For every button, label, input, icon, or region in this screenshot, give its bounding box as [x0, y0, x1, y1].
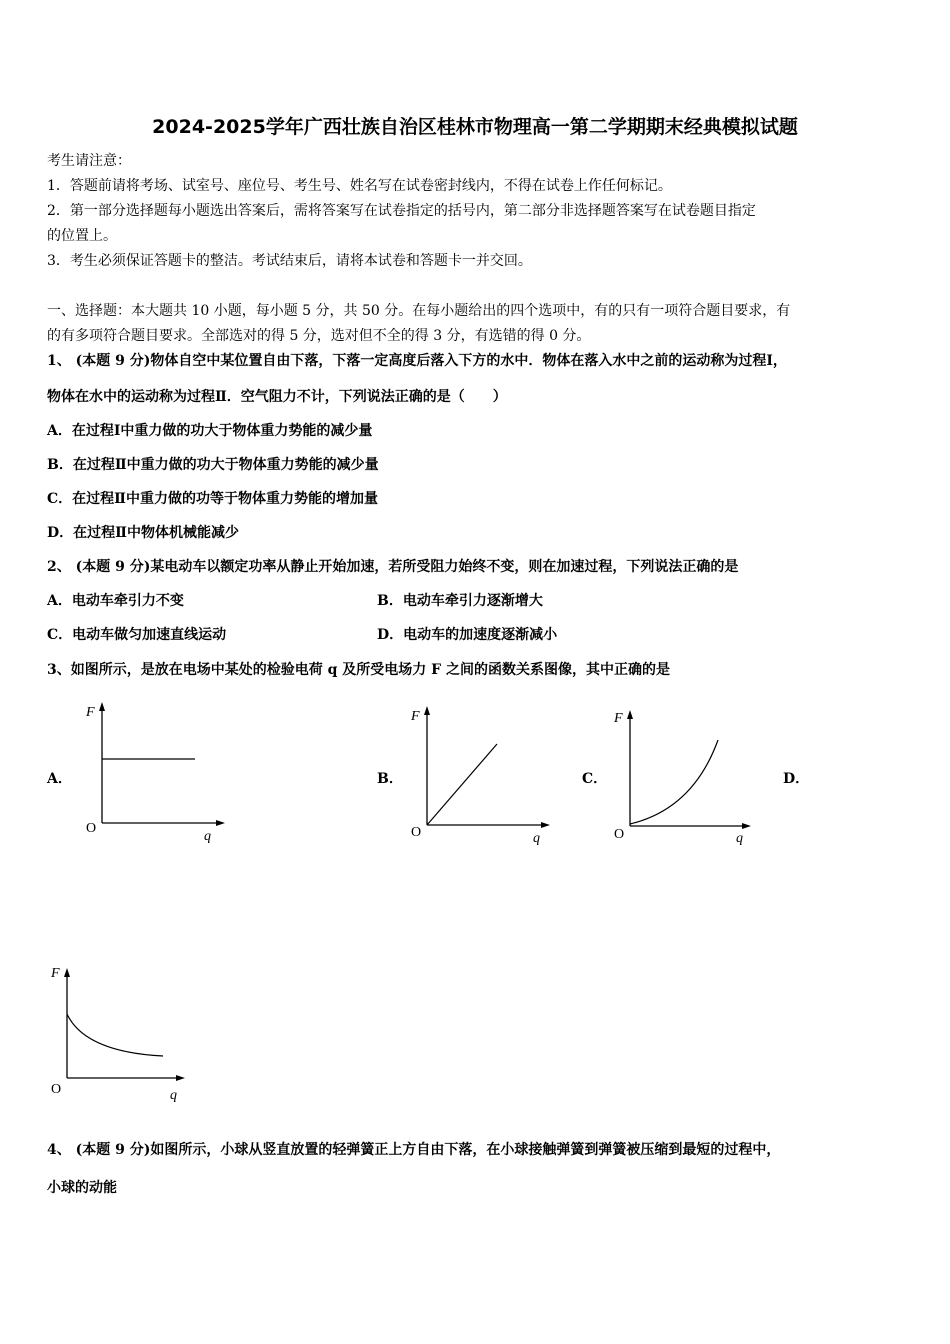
origin-label: O	[614, 827, 625, 842]
y-axis-label: F	[411, 709, 420, 724]
q2-option-d: D．电动车的加速度逐渐减小	[377, 627, 558, 643]
q2-option-a: A．电动车牵引力不变	[47, 593, 184, 609]
x-axis-label: q	[736, 831, 743, 846]
q3-option-b-label: B．	[377, 771, 403, 787]
q4-stem-line2: 小球的动能	[47, 1180, 117, 1196]
graph-curve	[67, 1014, 163, 1056]
q3-graph-a	[80, 698, 230, 848]
notice-item-1: 1．答题前请将考场、试室号、座位号、考生号、姓名写在试卷密封线内，不得在试卷上作任何标记。	[47, 178, 672, 194]
notice-item-2-cont: 的位置上。	[47, 228, 117, 244]
q1-option-b: B．在过程Ⅱ中重力做的功大于物体重力势能的减少量	[47, 457, 379, 473]
q3-graph-b	[405, 700, 555, 850]
q1-stem-line2: 物体在水中的运动称为过程Ⅱ．空气阻力不计，下列说法正确的是（ ）	[47, 389, 507, 405]
q3-graph-d	[45, 962, 195, 1112]
q2-option-b: B．电动车牵引力逐渐增大	[377, 593, 543, 609]
origin-label: O	[411, 825, 422, 840]
origin-label: O	[51, 1082, 62, 1097]
origin-label: O	[86, 821, 97, 836]
y-axis-arrow-icon	[627, 710, 633, 719]
x-axis-label: q	[533, 831, 540, 846]
q1-stem-line1: 1、 (本题 9 分)物体自空中某位置自由下落，下落一定高度后落入下方的水中．物体在落入水中之前的运动称为过程Ⅰ，	[47, 353, 787, 369]
q1-option-d: D．在过程Ⅱ中物体机械能减少	[47, 525, 239, 541]
q3-option-c-label: C．	[582, 771, 608, 787]
y-axis-arrow-icon	[64, 968, 70, 977]
graph-curve	[427, 744, 497, 825]
y-axis-arrow-icon	[424, 706, 430, 715]
x-axis-label: q	[204, 829, 211, 844]
page-title: 2024-2025学年广西壮族自治区桂林市物理高一第二学期期末经典模拟试题	[152, 116, 798, 138]
q3-graph-c	[608, 704, 758, 854]
x-axis-arrow-icon	[176, 1075, 185, 1081]
q2-stem: 2、 (本题 9 分)某电动车以额定功率从静止开始加速，若所受阻力始终不变，则在加速过程，下列说法正确的是	[47, 559, 739, 575]
x-axis-arrow-icon	[541, 822, 550, 828]
x-axis-arrow-icon	[742, 823, 751, 829]
x-axis-arrow-icon	[216, 820, 225, 826]
q1-option-a: A．在过程Ⅰ中重力做的功大于物体重力势能的减少量	[47, 423, 373, 439]
y-axis-label: F	[86, 705, 95, 720]
q2-option-c: C．电动车做匀加速直线运动	[47, 627, 227, 643]
notice-item-3: 3．考生必须保证答题卡的整洁。考试结束后，请将本试卷和答题卡一并交回。	[47, 253, 532, 269]
y-axis-label: F	[614, 711, 623, 726]
notice-item-2: 2．第一部分选择题每小题选出答案后，需将答案写在试卷指定的括号内，第二部分非选择题答案写在试卷题目指定	[47, 203, 756, 219]
q4-stem-line1: 4、 (本题 9 分)如图所示，小球从竖直放置的轻弹簧正上方自由下落，在小球接触弹簧到弹簧被压缩到最短的过程中，	[47, 1142, 781, 1158]
q3-option-a-label: A．	[47, 771, 72, 787]
x-axis-label: q	[170, 1088, 177, 1103]
q3-stem: 3、如图所示，是放在电场中某处的检验电荷 q 及所受电场力 F 之间的函数关系图像，其中正确的是	[47, 662, 670, 678]
section-intro-line2: 的有多项符合题目要求。全部选对的得 5 分，选对但不全的得 3 分，有选错的得 0 分。	[47, 328, 591, 344]
section-intro-line1: 一、选择题：本大题共 10 小题，每小题 5 分，共 50 分。在每小题给出的四个选项中，有的只有一项符合题目要求，有	[47, 303, 791, 319]
graph-curve	[630, 740, 718, 824]
q3-option-d-label: D．	[783, 771, 810, 787]
y-axis-label: F	[51, 966, 60, 981]
notice-heading: 考生请注意：	[47, 153, 131, 169]
y-axis-arrow-icon	[99, 702, 105, 711]
q1-option-c: C．在过程Ⅱ中重力做的功等于物体重力势能的增加量	[47, 491, 378, 507]
